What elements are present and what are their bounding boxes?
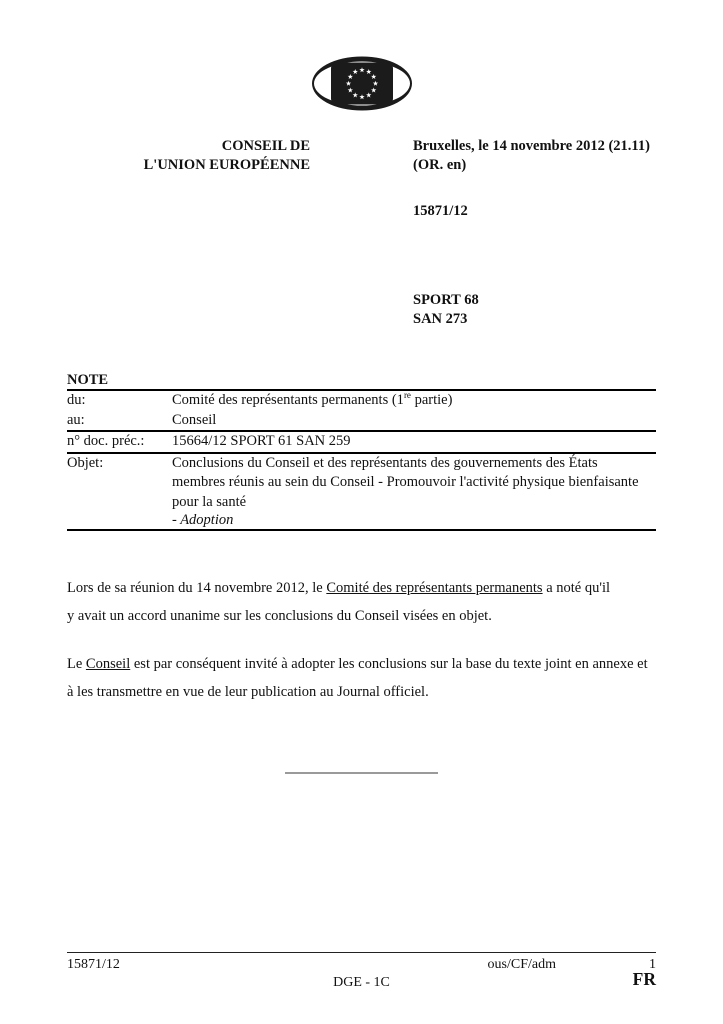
row-label: au: xyxy=(67,411,85,428)
original-language: (OR. en) xyxy=(413,156,467,173)
text-line: Le Conseil est par conséquent invité à adopter les conclusions sur la base du texte joint en annexe et xyxy=(67,656,648,672)
document-body xyxy=(67,575,648,727)
footer-doc-number: 15871/12 xyxy=(67,957,120,972)
footer-initials: ous/CF/adm xyxy=(487,957,556,972)
document-number: 15871/12 xyxy=(413,203,468,219)
paragraph-1 xyxy=(67,575,648,630)
footer-unit: DGE - 1C xyxy=(333,975,390,990)
separator-line xyxy=(285,772,438,774)
footer-language: FR xyxy=(632,969,656,989)
table-row-subject xyxy=(67,454,656,530)
subject-codes xyxy=(413,291,479,329)
footer-page-number: 1 xyxy=(649,957,656,972)
underlined-reference: Comité des représentants permanents xyxy=(326,580,543,596)
council-eu-logo-icon xyxy=(310,54,414,113)
table-row-from xyxy=(67,391,656,411)
text-line: y avait un accord unanime sur les conclusions du Conseil visées en objet. xyxy=(67,607,492,624)
underlined-reference: Conseil xyxy=(85,656,131,672)
institution-name xyxy=(40,137,310,174)
subject-line: Conclusions du Conseil et des représentants des gouvernements des États xyxy=(172,454,598,471)
row-value: Comité des représentants permanents (1re partie) xyxy=(172,390,453,408)
table-row-to xyxy=(67,411,656,431)
row-label: n° doc. préc.: xyxy=(67,433,145,449)
subject-code-san: SAN 273 xyxy=(413,311,468,327)
footer-row-1 xyxy=(67,955,656,973)
row-label: Objet: xyxy=(67,454,104,471)
note-table xyxy=(67,371,656,531)
place-date-block xyxy=(413,137,650,174)
note-title: NOTE xyxy=(67,372,109,388)
institution-line1: CONSEIL DE xyxy=(221,138,310,154)
text-line: Lors de sa réunion du 14 novembre 2012, le Comité des représentants permanents a noté qu'il xyxy=(67,580,611,596)
row-value xyxy=(172,454,656,530)
institution-line2: L'UNION EUROPÉENNE xyxy=(143,156,310,173)
table-rule xyxy=(67,529,656,531)
subject-line: membres réunis au sein du Conseil - Promouvoir l'activité physique bienfaisante xyxy=(172,474,639,490)
page-footer xyxy=(67,952,656,995)
row-value: 15664/12 SPORT 61 SAN 259 xyxy=(172,433,351,449)
paragraph-2 xyxy=(67,651,648,706)
footer-row-2 xyxy=(67,969,656,995)
subject-line: pour la santé xyxy=(172,493,247,510)
superscript: re xyxy=(403,390,411,401)
place-date: Bruxelles, le 14 novembre 2012 (21.11) xyxy=(413,138,650,154)
table-row-prev-doc xyxy=(67,432,656,452)
text-line: à les transmettre en vue de leur publication au Journal officiel. xyxy=(67,683,429,700)
subject-code-sport: SPORT 68 xyxy=(413,292,479,308)
row-value: Conseil xyxy=(172,411,217,428)
adoption-note: - Adoption xyxy=(172,512,234,528)
row-label: du: xyxy=(67,392,86,408)
